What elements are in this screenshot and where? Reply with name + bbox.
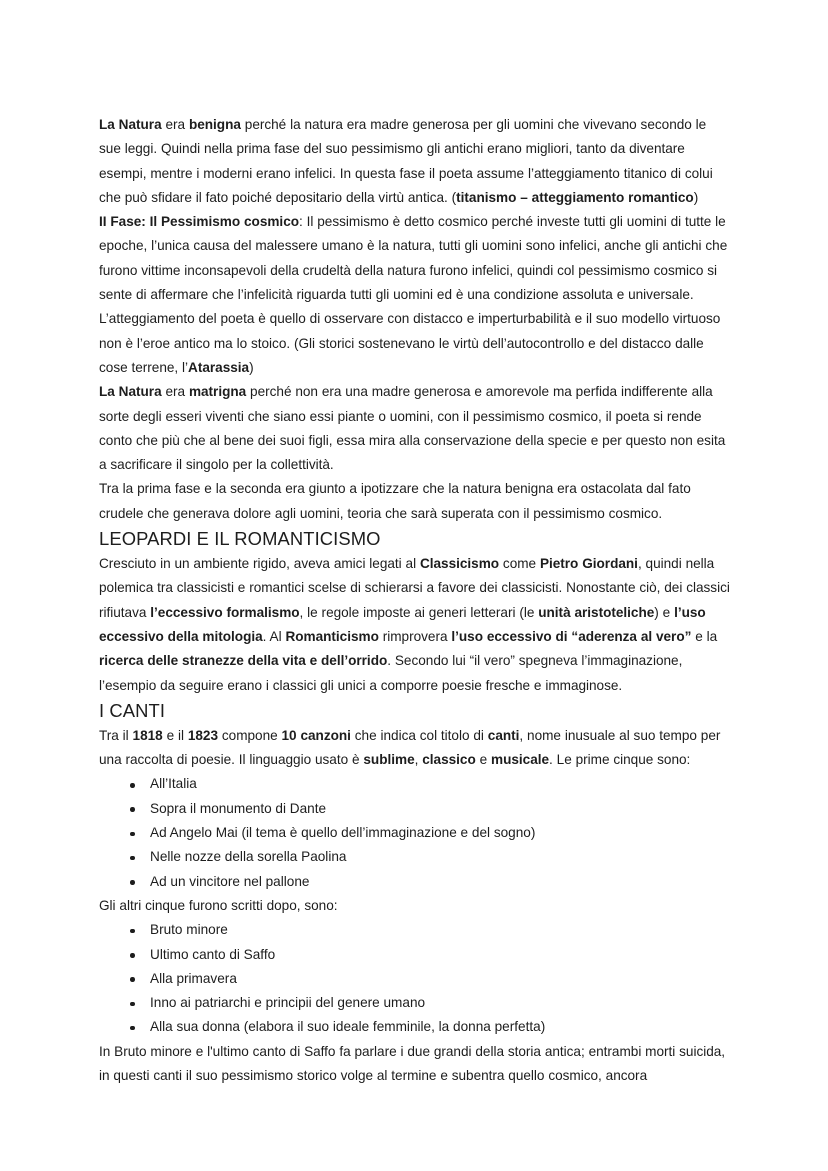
paragraph-text: ,	[414, 752, 423, 768]
term-1818: 1818	[132, 727, 163, 743]
document-body	[99, 113, 731, 1088]
list-item: Ultimo canto di Saffo	[99, 943, 731, 967]
heading-i-canti: I CANTI	[99, 699, 166, 721]
paragraph-text: era	[161, 384, 189, 400]
list-item: All’Italia	[99, 772, 731, 796]
paragraph-text: . Secondo lui “il vero” spegneva l’immaginazione, l’esempio da seguire erano i classici gli unici a comporre poesie fresche e immaginose.	[99, 653, 683, 693]
paragraph-text: ) e	[654, 604, 675, 620]
paragraph-natura-benigna	[99, 113, 731, 210]
paragraph-text: Cresciuto in un ambiente rigido, aveva amici legati al	[99, 556, 420, 572]
term-pietro-giordani: Pietro Giordani	[539, 556, 638, 572]
paragraph-text: : Il pessimismo è detto cosmico perché investe tutti gli uomini di tutte le epoche, l’unica causa del malessere umano è la natura, tutti gli uomini sono infelici, anche gli antichi che furono vittime inconsapevoli della crudeltà della natura furono infelici, quindi col pessimismo cosmico si sente di affermare che l’infelicità riguarda tutti gli uomini ed è una condizione assoluta e universale. L’atteggiamento del poeta è quello di osservare con distacco e imperturbabilità e il suo modello virtuoso non è l’eroe antico ma lo stoico. (Gli storici sostenevano le virtù dell’autocontrollo e del distacco dalle cose terrene, l’	[99, 214, 728, 375]
list-item: Ad Angelo Mai (il tema è quello dell’immaginazione e del sogno)	[99, 821, 731, 845]
paragraph-text: compone	[218, 727, 282, 743]
term-unita-aristoteliche: unità aristoteliche	[538, 604, 655, 620]
paragraph-tra-le-fasi: Tra la prima fase e la seconda era giunto a ipotizzare che la natura benigna era ostacolata dal fato crudele che generava dolore agli uomini, teoria che sarà superata con il pessimismo cosmico.	[99, 481, 691, 521]
paragraph-text: e il	[162, 727, 188, 743]
paragraph-altri-cinque: Gli altri cinque furono scritti dopo, sono:	[99, 897, 338, 913]
term-la-natura: La Natura	[99, 117, 162, 132]
term-1823: 1823	[187, 727, 219, 743]
term-ricerca-stranezze: ricerca delle stranezze della vita e dell’orrido	[99, 653, 388, 669]
list-item: Sopra il monumento di Dante	[99, 797, 731, 821]
paragraph-text: . Al	[262, 628, 286, 644]
term-eccessivo-formalismo: l’eccessivo formalismo	[150, 604, 300, 620]
list-item: Alla primavera	[99, 967, 731, 991]
term-musicale: musicale	[491, 752, 550, 768]
list-item: Ad un vincitore nel pallone	[99, 870, 731, 894]
heading-leopardi-e-il-romanticismo: LEOPARDI E IL ROMANTICISMO	[99, 528, 381, 550]
paragraph-text: come	[499, 556, 540, 572]
paragraph-text: era	[161, 117, 189, 132]
term-classico: classico	[422, 752, 476, 768]
paragraph-text: , quindi nella polemica tra classicisti e romantici scelse di schierarsi a favore dei classicisti. Nonostante ciò, dei classici rifiutava	[99, 556, 730, 620]
term-sublime: sublime	[363, 752, 415, 768]
term-matrigna: matrigna	[188, 384, 247, 400]
term-aderenza-al-vero: l’uso eccessivo di “aderenza al vero”	[451, 628, 692, 644]
paragraph-finale: In Bruto minore e l'ultimo canto di Saffo fa parlare i due grandi della storia antica; entrambi morti suicida, in questi canti il suo pessimismo storico volge al termine e subentra quello cosmico, ancora	[99, 1043, 726, 1083]
paragraph-text: perché non era una madre generosa e amorevole ma perfida indifferente alla sorte degli esseri viventi che siano essi piante o uomini, con il pessimismo cosmico, il poeta si rende conto che più che al bene dei suoi figli, essa mira alla conservazione della specie e per questo non esita a sacrificare il singolo per la collettività.	[99, 384, 726, 473]
term-classicismo: Classicismo	[419, 556, 500, 572]
paragraph-pessimismo-cosmico	[99, 210, 731, 380]
term-ii-fase-pessimismo-cosmico: II Fase: Il Pessimismo cosmico	[99, 214, 300, 230]
paragraph-text: , nome inusuale al suo tempo per una raccolta di poesie. Il linguaggio usato è	[99, 727, 721, 768]
paragraph-text: e la	[691, 628, 718, 644]
paragraph-text: Tra il	[99, 727, 133, 743]
list-canti-first-five	[99, 772, 731, 893]
term-atarassia: Atarassia	[188, 359, 250, 375]
list-item: Nelle nozze della sorella Paolina	[99, 845, 731, 869]
term-romanticismo: Romanticismo	[285, 628, 379, 644]
list-item: Bruto minore	[99, 918, 731, 942]
paragraph-text: e	[475, 752, 492, 768]
paragraph-text: rimprovera	[378, 628, 452, 644]
term-la-natura: La Natura	[99, 384, 162, 400]
paragraph-text: , le regole imposte ai generi letterari (le	[299, 604, 539, 620]
paragraph-natura-matrigna	[99, 380, 731, 477]
term-benigna: benigna	[188, 117, 241, 132]
paragraph-text: . Le prime cinque sono:	[549, 752, 691, 768]
list-item: Inno ai patriarchi e principii del genere umano	[99, 991, 731, 1015]
list-item: Alla sua donna (elabora il suo ideale femminile, la donna perfetta)	[99, 1015, 731, 1039]
list-canti-last-five	[99, 918, 731, 1039]
paragraph-romanticismo	[99, 552, 731, 698]
paragraph-text: )	[249, 359, 254, 375]
term-titanismo: titanismo – atteggiamento romantico	[456, 189, 694, 205]
paragraph-text: che indica col titolo di	[350, 727, 488, 743]
paragraph-text: perché la natura era madre generosa per gli uomini che vivevano secondo le sue leggi. Quindi nella prima fase del suo pessimismo gli antichi erano migliori, tanto da diventare esempi, mentre i moderni erano infelici. In questa fase il poeta assume l’atteggiamento titanico di colui che può sfidare il fato poiché depositario della virtù antica. (	[99, 117, 713, 205]
term-uso-eccessivo-mitologia: l’uso eccessivo della mitologia	[99, 604, 706, 644]
paragraph-canti-intro	[99, 724, 731, 773]
term-canti: canti	[487, 727, 520, 743]
term-10-canzoni: 10 canzoni	[281, 727, 351, 743]
paragraph-text: )	[693, 189, 699, 205]
